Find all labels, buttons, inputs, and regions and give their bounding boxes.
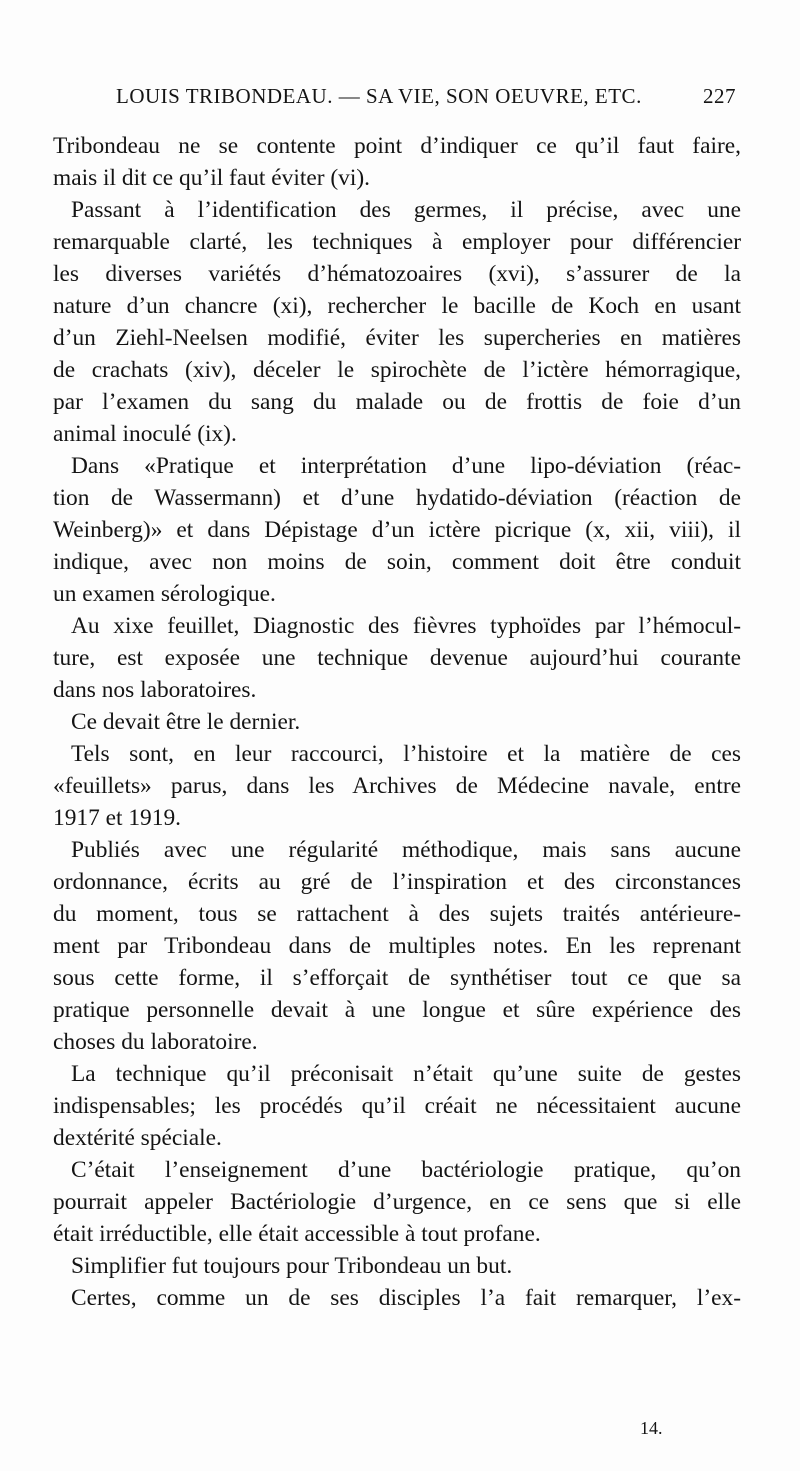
text-line: Au xixe feuillet, Diagnostic des fièvres typhoïdes par l’hémocul- (71, 613, 741, 639)
text-line: du moment, tous se rattachent à des sujets traités antérieure- (53, 901, 741, 927)
text-line: d’un Ziehl-Neelsen modifié, éviter les supercheries en matières (53, 325, 741, 351)
text-line: Tribondeau ne se contente point d’indiquer ce qu’il faut faire, (53, 133, 741, 159)
text-line: pourrait appeler Bactériologie d’urgence, en ce sens que si elle (53, 1189, 741, 1215)
text-line: mais il dit ce qu’il faut éviter (vi). (53, 165, 370, 191)
signature-mark: 14. (640, 1418, 663, 1438)
text-line: ment par Tribondeau dans de multiples notes. En les reprenant (53, 933, 741, 959)
text-line: «feuillets» parus, dans les Archives de Médecine navale, entre (53, 773, 741, 799)
text-line: Weinberg)» et dans Dépistage d’un ictère picrique (x, xii, viii), il (53, 517, 741, 543)
text-line: nature d’un chancre (xi), rechercher le bacille de Koch en usant (53, 293, 741, 319)
text-line: Tels sont, en leur raccourci, l’histoire et la matière de ces (71, 741, 741, 767)
text-line: Passant à l’identification des germes, il précise, avec une (71, 197, 741, 223)
text-line: 1917 et 1919. (53, 805, 181, 831)
text-line: Dans «Pratique et interprétation d’une lipo-déviation (réac- (71, 453, 741, 479)
text-line: de crachats (xiv), déceler le spirochète de l’ictère hémorragique, (53, 357, 741, 383)
running-title: LOUIS TRIBONDEAU. — SA VIE, SON OEUVRE, ETC. (116, 84, 642, 108)
text-line: remarquable clarté, les techniques à employer pour différencier (53, 229, 741, 255)
text-line: tion de Wassermann) et d’une hydatido-déviation (réaction de (53, 485, 741, 511)
text-line: ture, est exposée une technique devenue aujourd’hui courante (53, 645, 741, 671)
text-line: dans nos laboratoires. (53, 677, 257, 703)
text-line: pratique personnelle devait à une longue et sûre expérience des (53, 997, 741, 1023)
text-line: Certes, comme un de ses disciples l’a fait remarquer, l’ex- (71, 1285, 741, 1311)
text-line: indique, avec non moins de soin, comment doit être conduit (53, 549, 741, 575)
text-line: La technique qu’il préconisait n’était qu’une suite de gestes (71, 1061, 741, 1087)
text-line: choses du laboratoire. (53, 1029, 258, 1055)
text-line: était irréductible, elle était accessible à tout profane. (53, 1221, 541, 1247)
text-line: indispensables; les procédés qu’il créait ne nécessitaient aucune (53, 1093, 741, 1119)
text-line: Simplifier fut toujours pour Tribondeau un but. (71, 1253, 513, 1279)
text-line: Publiés avec une régularité méthodique, mais sans aucune (71, 837, 741, 863)
page-number: 227 (703, 84, 736, 108)
text-line: animal inoculé (ix). (53, 421, 237, 447)
text-line: Ce devait être le dernier. (71, 709, 301, 735)
text-line: les diverses variétés d’hématozoaires (xvi), s’assurer de la (53, 261, 741, 287)
text-line: un examen sérologique. (53, 581, 276, 607)
page-header (52, 84, 742, 114)
text-line: par l’examen du sang du malade ou de frottis de foie d’un (53, 389, 741, 415)
body-text (53, 130, 741, 1314)
text-line: sous cette forme, il s’efforçait de synthétiser tout ce que sa (53, 965, 741, 991)
text-line: dextérité spéciale. (53, 1125, 222, 1151)
text-line: ordonnance, écrits au gré de l’inspiration et des circonstances (53, 869, 741, 895)
text-line: C’était l’enseignement d’une bactériologie pratique, qu’on (71, 1157, 741, 1183)
